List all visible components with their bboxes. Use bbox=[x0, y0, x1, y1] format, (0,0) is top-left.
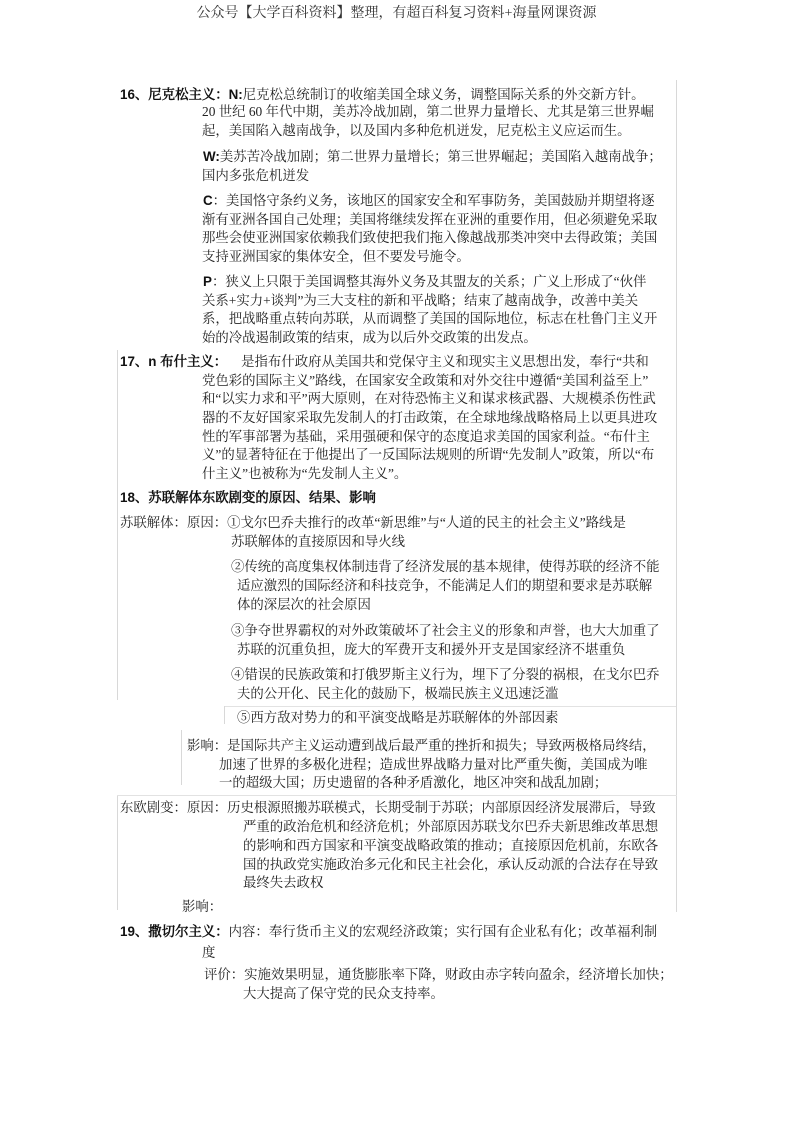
text-line: 适应激烈的国际经济和科技竞争，不能满足人们的期望和要求是苏联解 bbox=[237, 578, 653, 593]
text-line: 实施效果明显，通货膨胀率下降，财政由赤字转向盈余，经济增长加快； bbox=[244, 967, 673, 982]
section-title: 16、尼克松主义： bbox=[120, 87, 229, 102]
text-line: 是国际共产主义运动遭到战后最严重的挫折和损失；导致两极格局终结， bbox=[227, 738, 656, 753]
impact-label: 影响： bbox=[187, 738, 228, 753]
text-line: 什主义”也被称为“先发制人主义”。 bbox=[202, 466, 408, 481]
text-line: 党色彩的国际主义”路线，在国家安全政策和对外交往中遵循“美国利益至上” bbox=[202, 373, 649, 388]
text-line: 加速了世界的多极化进程；造成世界战略力量对比严重失衡，美国成为唯 bbox=[219, 757, 648, 772]
text-line: ①戈尔巴乔夫推行的改革“新思维”与“人道的民主的社会主义”路线是 bbox=[227, 515, 626, 530]
text-line: ②传统的高度集权体制违背了经济发展的基本规律，使得苏联的经济不能 bbox=[231, 559, 660, 574]
w-label: W: bbox=[203, 149, 220, 164]
table-border bbox=[117, 350, 118, 700]
text-line: 一的超级大国；历史遗留的各种矛盾激化，地区冲突和战乱加剧； bbox=[219, 775, 608, 790]
text-line: 严重的政治危机和经济危机；外部原因苏联戈尔巴乔夫新思维改革思想 bbox=[243, 819, 659, 834]
text-line: 和“以实力求和平”两大原则，在对待恐怖主义和谋求核武器、大规模杀伤性武 bbox=[202, 391, 656, 406]
text-line: 起，美国陷入越南战争，以及国内多种危机迸发，尼克松主义应运而生。 bbox=[202, 123, 631, 138]
text-line: 性的军事部署为基础，采用强硬和保守的态度追求美国的国家利益。“布什主 bbox=[202, 429, 650, 444]
text-line: 国内多张危机迸发 bbox=[202, 168, 310, 183]
text-line: ④错误的民族政策和打俄罗斯主义行为，埋下了分裂的祸根，在戈尔巴乔 bbox=[231, 667, 660, 682]
text-line: 美苏苦冷战加剧；第二世界力量增长；第三世界崛起；美国陷入越南战争； bbox=[219, 149, 662, 164]
section-title: 18、苏联解体东欧剧变的原因、结果、影响 bbox=[120, 490, 376, 505]
table-border bbox=[676, 80, 677, 912]
text-line: ⑤西方敌对势力的和平演变战略是苏联解体的外部因素 bbox=[237, 710, 559, 725]
eval-label: 评价： bbox=[204, 967, 245, 982]
ee-cause-label: 原因： bbox=[186, 800, 228, 815]
text-line: 20 世纪 60 年代中期，美苏冷战加剧，第二世界力量增长、尤其是第三世界崛 bbox=[202, 104, 654, 119]
text-line: 那些会使亚洲国家依赖我们致使把我们拖入像越战那类冲突中去得政策；美国 bbox=[202, 230, 658, 245]
text-line: 国的执政党实施政治多元化和民主社会化，承认反动派的合法存在导致 bbox=[243, 857, 659, 872]
text-line: 支持亚洲国家的集体安全，但不要发号施令。 bbox=[202, 249, 470, 264]
p-label: P bbox=[203, 274, 212, 289]
ussr-label: 苏联解体： bbox=[120, 515, 187, 530]
text-line: ③争夺世界霸权的对外政策破坏了社会主义的形象和声誉，也大大加重了 bbox=[231, 623, 660, 638]
text-line: 义”的显著特征在于他提出了一反国际法规则的所谓“先发制人”政策，所以“布 bbox=[202, 447, 655, 462]
text-line: 体的深层次的社会原因 bbox=[237, 597, 371, 612]
text-line: 苏联解体的直接原因和导火线 bbox=[231, 534, 406, 549]
text-line: 是指布什政府从美国共和党保守主义和现实主义思想出发，奉行“共和 bbox=[241, 354, 649, 369]
n-text: 尼克松总统制订的收缩美国全球义务，调整国际关系的外交新方针。 bbox=[242, 87, 645, 102]
section-title: 19、撒切尔主义： bbox=[120, 924, 229, 939]
text-line: 度 bbox=[202, 945, 216, 960]
table-border bbox=[181, 730, 182, 785]
text-line: 苏联的沉重负担，庞大的军费开支和援外开支是国家经济不堪重负 bbox=[237, 642, 626, 657]
text-line: 奉行货币主义的宏观经济政策；实行国有企业私有化；改革福利制 bbox=[268, 924, 658, 939]
text-line: 渐有亚洲各国自己处理；美国将继续发挥在亚洲的重要作用，但必须避免采取 bbox=[202, 212, 658, 227]
section-title: 17、n 布什主义： bbox=[120, 354, 228, 369]
ee-label: 东欧剧变： bbox=[120, 800, 187, 815]
table-border bbox=[224, 706, 225, 724]
text-line: 大大提高了保守党的民众支持率。 bbox=[243, 986, 444, 1001]
table-border bbox=[117, 795, 677, 796]
table-border bbox=[117, 795, 118, 910]
ee-impact-label: 影响： bbox=[182, 899, 223, 914]
page-header: 公众号【大学百科资料】整理，有超百科复习资料+海量网课资源 bbox=[196, 6, 597, 21]
text-line: 的影响和西方国家和平演变战略政策的推动；直接原因危机前，东欧各 bbox=[243, 838, 659, 853]
text-line: ：美国恪守条约义务，该地区的国家安全和军事防务，美国鼓励并期望将逐 bbox=[212, 193, 655, 208]
text-line: 始的冷战遏制政策的结束，成为以后外交政策的出发点。 bbox=[202, 330, 537, 345]
text-line: 关系+实力+谈判”为三大支柱的新和平战略；结束了越南战争，改善中美关 bbox=[202, 293, 639, 308]
content-label: 内容： bbox=[228, 924, 269, 939]
text-line: 夫的公开化、民主化的鼓励下，极端民族主义迅速泛滥 bbox=[237, 686, 559, 701]
c-label: C bbox=[203, 193, 213, 208]
text-line: 器的不友好国家采取先发制人的打击政策，在全球地缘战略格局上以更具进攻 bbox=[202, 410, 658, 425]
n-label: N: bbox=[228, 87, 243, 102]
text-line: 最终失去政权 bbox=[243, 875, 324, 890]
cause-label: 原因： bbox=[186, 515, 228, 530]
text-line: 历史根源照搬苏联模式，长期受制于苏联；内部原因经济发展滞后，导致 bbox=[227, 800, 656, 815]
text-line: 系，把战略重点转向苏联，从而调整了美国的国际地位，标志在杜鲁门主义开 bbox=[202, 311, 658, 326]
text-line: ：狭义上只限于美国调整其海外义务及其盟友的关系；广义上形成了“伙伴 bbox=[211, 274, 647, 289]
table-border bbox=[224, 706, 676, 707]
